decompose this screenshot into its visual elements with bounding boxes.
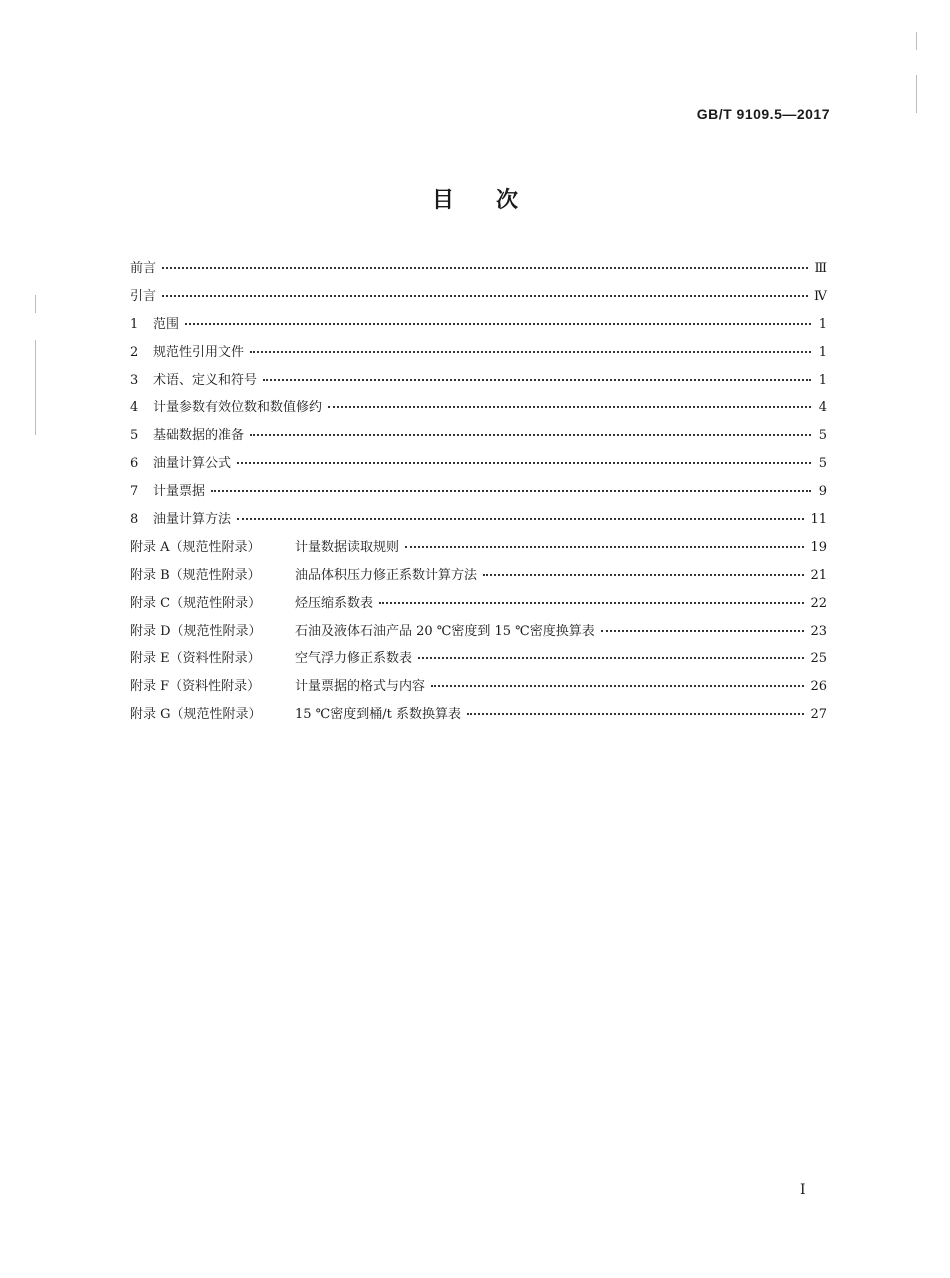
toc-entry-number: 3 xyxy=(130,372,139,388)
toc-entry-page: 11 xyxy=(810,512,827,528)
toc-entry-page: 23 xyxy=(810,623,827,639)
toc-entry[interactable] xyxy=(130,257,827,285)
toc-entry-appendix-label: 附录 E（资料性附录） xyxy=(130,651,261,667)
toc-entry-title: 计量票据 xyxy=(153,484,206,500)
toc-entry[interactable] xyxy=(130,703,827,731)
dot-leader xyxy=(431,681,804,687)
toc-entry-appendix-label: 附录 G（规范性附录） xyxy=(130,707,262,723)
toc-entry-page: Ⅳ xyxy=(814,288,827,304)
toc-entry[interactable] xyxy=(130,313,827,341)
toc-entry-page: 22 xyxy=(810,595,827,611)
page-title: 目次 xyxy=(431,188,560,213)
dot-leader xyxy=(211,486,811,492)
dot-leader xyxy=(467,709,804,715)
toc-entry-title: 烃压缩系数表 xyxy=(295,595,374,611)
toc-entry-page: 1 xyxy=(818,316,827,332)
toc-entry[interactable] xyxy=(130,508,827,536)
toc-entry[interactable] xyxy=(130,285,827,313)
toc-entry[interactable] xyxy=(130,564,827,592)
toc-entry[interactable] xyxy=(130,647,827,675)
toc-entry-number: 1 xyxy=(130,316,139,332)
toc-entry-number: 8 xyxy=(130,512,139,528)
dot-leader xyxy=(263,375,811,381)
toc-entry-page: 1 xyxy=(818,344,827,360)
toc-entry-number: 6 xyxy=(130,456,139,472)
toc-entry-number: 7 xyxy=(130,484,139,500)
scan-artifact-line xyxy=(916,75,917,113)
toc-entry-title: 油量计算公式 xyxy=(153,456,232,472)
dot-leader xyxy=(418,653,804,659)
table-of-contents xyxy=(130,257,827,731)
toc-entry-title: 空气浮力修正系数表 xyxy=(295,651,413,667)
toc-entry-page: 5 xyxy=(818,456,827,472)
dot-leader xyxy=(185,319,811,325)
toc-entry-page: 25 xyxy=(810,651,827,667)
toc-entry-page: 26 xyxy=(810,679,827,695)
toc-entry-appendix-label: 附录 B（规范性附录） xyxy=(130,567,261,583)
toc-entry[interactable] xyxy=(130,424,827,452)
dot-leader xyxy=(405,542,804,548)
toc-entry-appendix-label: 附录 D（规范性附录） xyxy=(130,623,262,639)
toc-entry-page: 27 xyxy=(810,707,827,723)
toc-entry[interactable] xyxy=(130,396,827,424)
toc-entry-appendix-label: 附录 A（规范性附录） xyxy=(130,539,261,555)
dot-leader xyxy=(250,430,811,436)
toc-entry-title: 计量参数有效位数和数值修约 xyxy=(153,400,323,416)
toc-entry[interactable] xyxy=(130,620,827,648)
toc-entry[interactable] xyxy=(130,341,827,369)
toc-entry-appendix-label: 附录 F（资料性附录） xyxy=(130,679,261,695)
toc-entry-page: 1 xyxy=(818,372,827,388)
toc-entry-title: 15 ℃密度到桶/t 系数换算表 xyxy=(295,707,461,723)
toc-entry[interactable] xyxy=(130,592,827,620)
toc-entry-page: 9 xyxy=(818,484,827,500)
toc-entry-appendix-label: 附录 C（规范性附录） xyxy=(130,595,262,611)
dot-leader xyxy=(601,626,805,632)
dot-leader xyxy=(162,263,808,269)
toc-entry-title: 油量计算方法 xyxy=(153,512,232,528)
toc-entry-number: 5 xyxy=(130,428,139,444)
standard-code: GB/T 9109.5—2017 xyxy=(696,106,830,122)
toc-entry-title: 油品体积压力修正系数计算方法 xyxy=(295,567,478,583)
toc-entry-title: 规范性引用文件 xyxy=(153,344,245,360)
toc-entry-page: 19 xyxy=(810,539,827,555)
toc-entry-number: 2 xyxy=(130,344,139,360)
scan-artifact-line xyxy=(35,295,36,313)
toc-entry[interactable] xyxy=(130,480,827,508)
toc-entry[interactable] xyxy=(130,536,827,564)
toc-entry-title: 计量数据读取规则 xyxy=(295,539,400,555)
page-number: I xyxy=(800,1182,806,1198)
toc-entry[interactable] xyxy=(130,675,827,703)
dot-leader xyxy=(379,598,804,604)
scan-artifact-line xyxy=(35,340,36,435)
toc-entry-title: 基础数据的准备 xyxy=(153,428,245,444)
scan-artifact-line xyxy=(916,32,917,50)
toc-entry-title: 术语、定义和符号 xyxy=(153,372,258,388)
toc-entry-title: 引言 xyxy=(130,288,157,304)
toc-entry[interactable] xyxy=(130,452,827,480)
dot-leader xyxy=(483,570,804,576)
toc-entry-page: 21 xyxy=(810,567,827,583)
toc-entry-title: 前言 xyxy=(130,261,157,276)
dot-leader xyxy=(328,402,811,408)
toc-entry-page: 5 xyxy=(818,428,827,444)
toc-entry[interactable] xyxy=(130,369,827,397)
toc-entry-page: Ⅲ xyxy=(814,261,827,276)
dot-leader xyxy=(250,347,811,353)
dot-leader xyxy=(237,458,811,464)
toc-entry-title: 石油及液体石油产品 20 ℃密度到 15 ℃密度换算表 xyxy=(295,623,595,639)
dot-leader xyxy=(237,514,804,520)
toc-entry-title: 范围 xyxy=(153,316,180,332)
toc-entry-number: 4 xyxy=(130,400,139,416)
toc-entry-page: 4 xyxy=(818,400,827,416)
toc-entry-title: 计量票据的格式与内容 xyxy=(295,679,426,695)
dot-leader xyxy=(162,291,808,297)
